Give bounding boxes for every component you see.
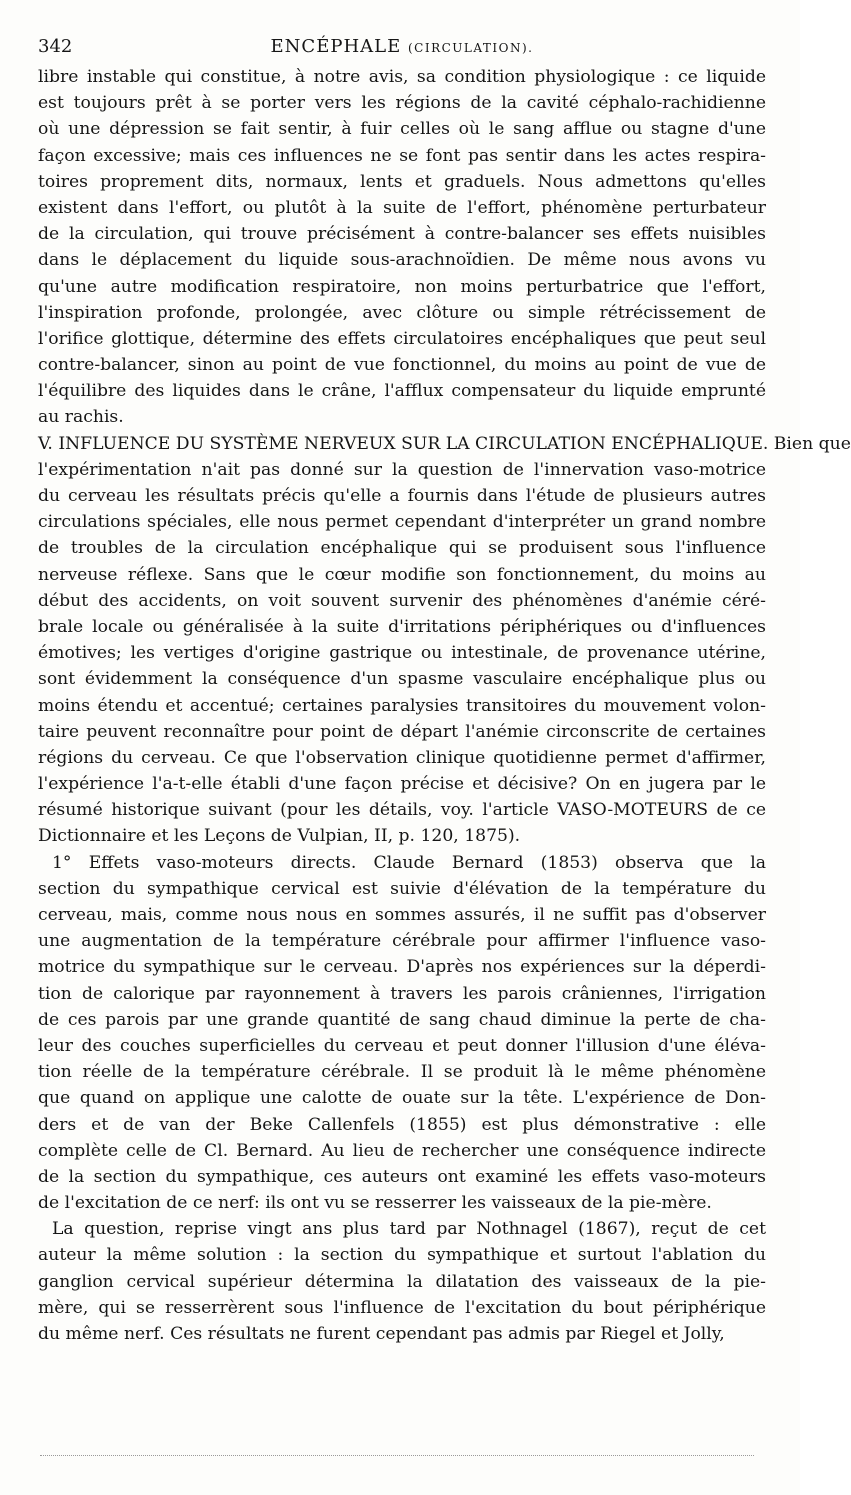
text-line: leur des couches superficielles du cerveau et peut donner l'illusion d'une éléva- xyxy=(38,1035,766,1056)
running-title-sub: (CIRCULATION). xyxy=(407,41,534,55)
text-line: de l'excitation de ce nerf: ils ont vu se resserrer les vaisseaux de la pie-mère. xyxy=(38,1193,712,1214)
text-line: dans le déplacement du liquide sous-arachnoïdien. De même nous avons vu xyxy=(38,250,766,271)
text-line: du cerveau les résultats précis qu'elle a fournis dans l'étude de plusieurs autres xyxy=(38,486,766,506)
text-line: auteur la même solution : la section du sympathique et surtout l'ablation du xyxy=(38,1245,766,1266)
text-line: l'inspiration profonde, prolongée, avec clôture ou simple rétrécissement de xyxy=(38,302,766,323)
text-line: V. INFLUENCE DU SYSTÈME NERVEUX SUR LA CIRCULATION ENCÉPHALIQUE. Bien que xyxy=(38,433,851,454)
text-line: existent dans l'effort, ou plutôt à la suite de l'effort, phénomène perturbateur xyxy=(38,197,766,218)
text-line: une augmentation de la température cérébrale pour affirmer l'influence vaso- xyxy=(38,931,766,952)
text-line: moins étendu et accentué; certaines paralysies transitoires du mouvement volon- xyxy=(38,695,766,716)
text-line: est toujours prêt à se porter vers les régions de la cavité céphalo-rachidienne xyxy=(38,93,766,114)
text-line: ganglion cervical supérieur détermina la dilatation des vaisseaux de la pie- xyxy=(38,1271,766,1292)
text-line: ders et de van der Beke Callenfels (1855) est plus démonstrative : elle xyxy=(38,1114,766,1135)
running-head xyxy=(38,36,766,60)
text-line: au rachis. xyxy=(38,407,124,428)
text-line: où une dépression se fait sentir, à fuir celles où le sang afflue ou stagne d'une xyxy=(38,119,766,140)
text-line: nerveuse réflexe. Sans que le cœur modifie son fonctionnement, du moins au xyxy=(38,564,766,585)
text-line: de la circulation, qui trouve précisément à contre-balancer ses effets nuisibles xyxy=(38,224,766,245)
text-line: sont évidemment la conséquence d'un spasme vasculaire encéphalique plus ou xyxy=(38,669,766,690)
page-number: 342 xyxy=(38,36,73,57)
text-line: l'équilibre des liquides dans le crâne, l'afflux compensateur du liquide emprunté xyxy=(38,381,766,402)
running-title-main: ENCÉPHALE xyxy=(270,36,402,57)
text-line: brale locale ou généralisée à la suite d'irritations périphériques ou d'influences xyxy=(38,616,766,637)
text-line: section du sympathique cervical est suivie d'élévation de la température du xyxy=(38,878,766,899)
text-line: régions du cerveau. Ce que l'observation clinique quotidienne permet d'affirmer, xyxy=(38,747,766,768)
bottom-rule xyxy=(40,1455,754,1456)
text-line: façon excessive; mais ces influences ne se font pas sentir dans les actes respira- xyxy=(38,145,766,166)
text-line: qu'une autre modification respiratoire, non moins perturbatrice que l'effort, xyxy=(38,276,766,297)
text-line: contre-balancer, sinon au point de vue fonctionnel, du moins au point de vue de xyxy=(38,355,766,376)
text-line: l'expérience l'a-t-elle établi d'une façon précise et décisive? On en jugera par le xyxy=(38,774,766,795)
text-line: toires proprement dits, normaux, lents et graduels. Nous admettons qu'elles xyxy=(38,171,766,192)
running-title xyxy=(38,36,766,57)
text-line: Dictionnaire et les Leçons de Vulpian, II, p. 120, 1875). xyxy=(38,826,521,847)
text-line: émotives; les vertiges d'origine gastrique ou intestinale, de provenance utérine, xyxy=(38,643,766,664)
body-text xyxy=(38,64,851,1347)
text-line: mère, qui se resserrèrent sous l'influence de l'excitation du bout périphérique xyxy=(38,1297,766,1318)
text-line: de troubles de la circulation encéphalique qui se produisent sous l'influence xyxy=(38,538,766,559)
text-line: du même nerf. Ces résultats ne furent cependant pas admis par Riegel et Jolly, xyxy=(38,1324,725,1344)
text-line: circulations spéciales, elle nous permet cependant d'interpréter un grand nombre xyxy=(38,512,766,533)
text-line: complète celle de Cl. Bernard. Au lieu de rechercher une conséquence indirecte xyxy=(38,1140,766,1161)
text-line: tion de calorique par rayonnement à travers les parois crâniennes, l'irrigation xyxy=(38,983,766,1004)
text-line: cerveau, mais, comme nous nous en sommes assurés, il ne suffit pas d'observer xyxy=(38,905,766,925)
text-line: que quand on applique une calotte de ouate sur la tête. L'expérience de Don- xyxy=(38,1088,766,1109)
text-line: taire peuvent reconnaître pour point de départ l'anémie circonscrite de certaines xyxy=(38,721,766,742)
text-line: début des accidents, on voit souvent survenir des phénomènes d'anémie céré- xyxy=(38,590,766,611)
text-line: tion réelle de la température cérébrale. Il se produit là le même phénomène xyxy=(38,1062,766,1083)
text-line: résumé historique suivant (pour les détails, voy. l'article VASO-MOTEURS de ce xyxy=(38,800,766,821)
text-line: l'expérimentation n'ait pas donné sur la question de l'innervation vaso-motrice xyxy=(38,459,766,480)
text-line: motrice du sympathique sur le cerveau. D'après nos expériences sur la déperdi- xyxy=(38,957,766,978)
text-line: La question, reprise vingt ans plus tard par Nothnagel (1867), reçut de cet xyxy=(52,1219,766,1240)
text-line: 1° Effets vaso-moteurs directs. Claude Bernard (1853) observa que la xyxy=(52,852,766,873)
text-line: de la section du sympathique, ces auteurs ont examiné les effets vaso-moteurs xyxy=(38,1166,766,1187)
text-line: l'orifice glottique, détermine des effets circulatoires encéphaliques que peut seul xyxy=(38,328,766,349)
text-line: libre instable qui constitue, à notre avis, sa condition physiologique : ce liquide xyxy=(38,67,766,87)
text-line: de ces parois par une grande quantité de sang chaud diminue la perte de cha- xyxy=(38,1009,766,1030)
